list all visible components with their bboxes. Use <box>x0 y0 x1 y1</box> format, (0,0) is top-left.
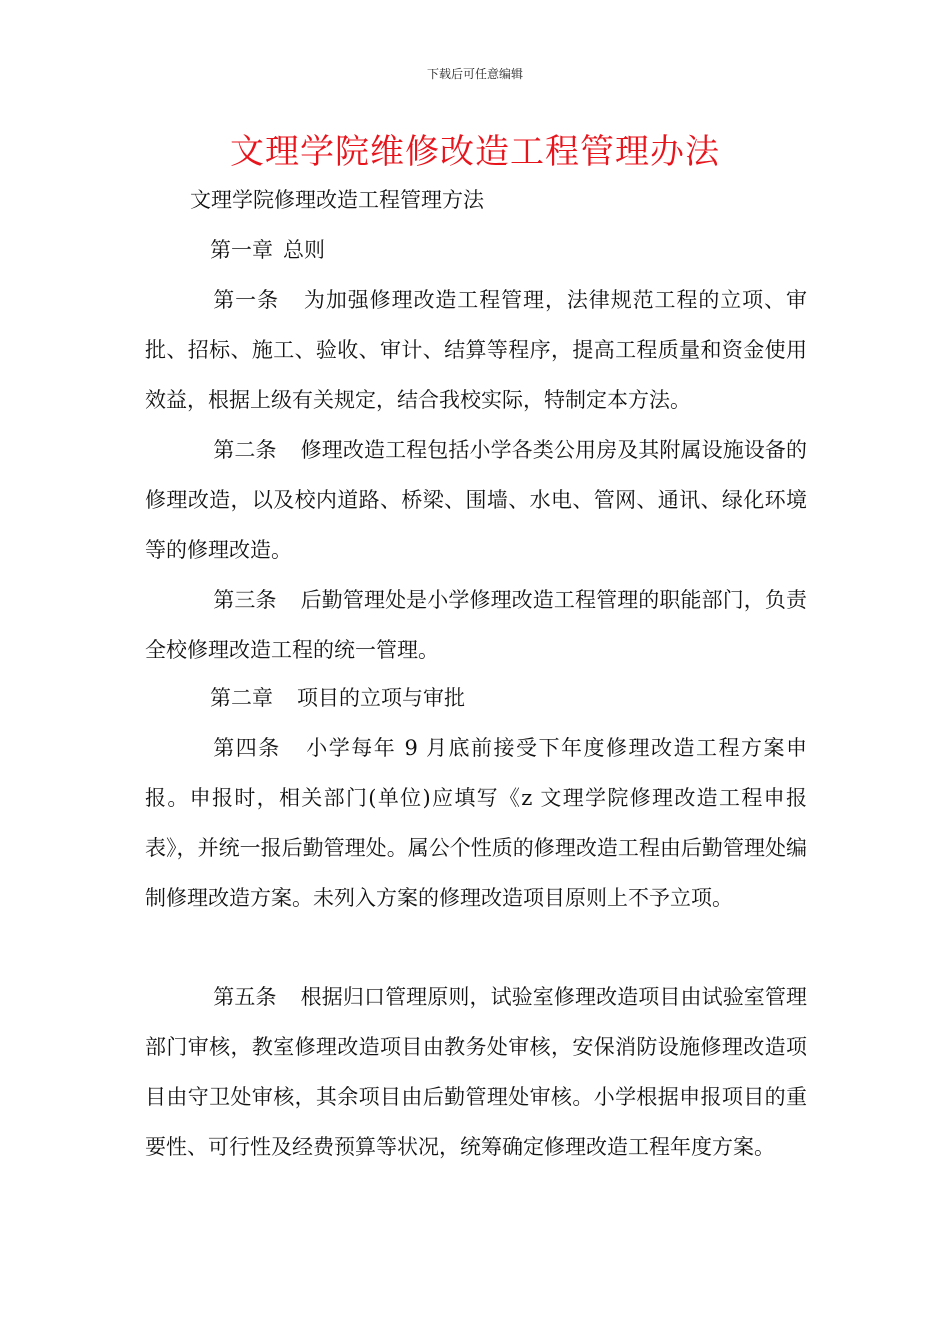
chapter-2-heading <box>210 673 874 723</box>
chapter-2-name: 项目的立项与审批 <box>297 686 465 710</box>
article-2-number: 第二条 <box>213 438 277 462</box>
chapter-1-number: 第一章 <box>210 238 273 262</box>
article-4-text: 小学每年 9 月底前接受下年度修理改造工程方案申报。申报时，相关部门(单位)应填写《z 文理学院修理改造工程申报表》，并统一报后勤管理处。属公个性质的修理改造工程由后勤管理处编制修理改造方案。未列入方案的修理改造项目原则上不予立项。 <box>145 736 808 910</box>
article-1 <box>145 275 807 425</box>
chapter-1-heading <box>210 225 874 275</box>
header-note: 下载后可任意编辑 <box>426 67 523 81</box>
article-1-text: 为加强修理改造工程管理，法律规范工程的立项、审批、招标、施工、验收、审计、结算等程序，提高工程质量和资金使用效益，根据上级有关规定，结合我校实际，特制定本方法。 <box>145 288 808 412</box>
article-3-number: 第三条 <box>213 588 277 612</box>
chapter-1-name: 总则 <box>283 238 325 262</box>
article-5 <box>145 972 807 1172</box>
article-2 <box>145 425 807 575</box>
article-4 <box>145 723 807 923</box>
article-4-number: 第四条 <box>213 736 281 760</box>
article-2-text: 修理改造工程包括小学各类公用房及其附属设施设备的修理改造，以及校内道路、桥梁、围墙、水电、管网、通讯、绿化环境等的修理改造。 <box>145 438 808 562</box>
article-3-text: 后勤管理处是小学修理改造工程管理的职能部门，负责全校修理改造工程的统一管理。 <box>145 588 808 662</box>
article-5-number: 第五条 <box>213 985 277 1009</box>
article-3 <box>145 575 807 675</box>
chapter-2-number: 第二章 <box>210 686 273 710</box>
article-1-number: 第一条 <box>213 288 279 312</box>
document-title: 文理学院维修改造工程管理办法 <box>230 132 720 172</box>
subtitle: 文理学院修理改造工程管理方法 <box>190 188 484 212</box>
article-5-text: 根据归口管理原则，试验室修理改造项目由试验室管理部门审核，教室修理改造项目由教务处审核，安保消防设施修理改造项目由守卫处审核，其余项目由后勤管理处审核。小学根据申报项目的重要性、可行性及经费预算等状况，统筹确定修理改造工程年度方案。 <box>145 985 808 1159</box>
